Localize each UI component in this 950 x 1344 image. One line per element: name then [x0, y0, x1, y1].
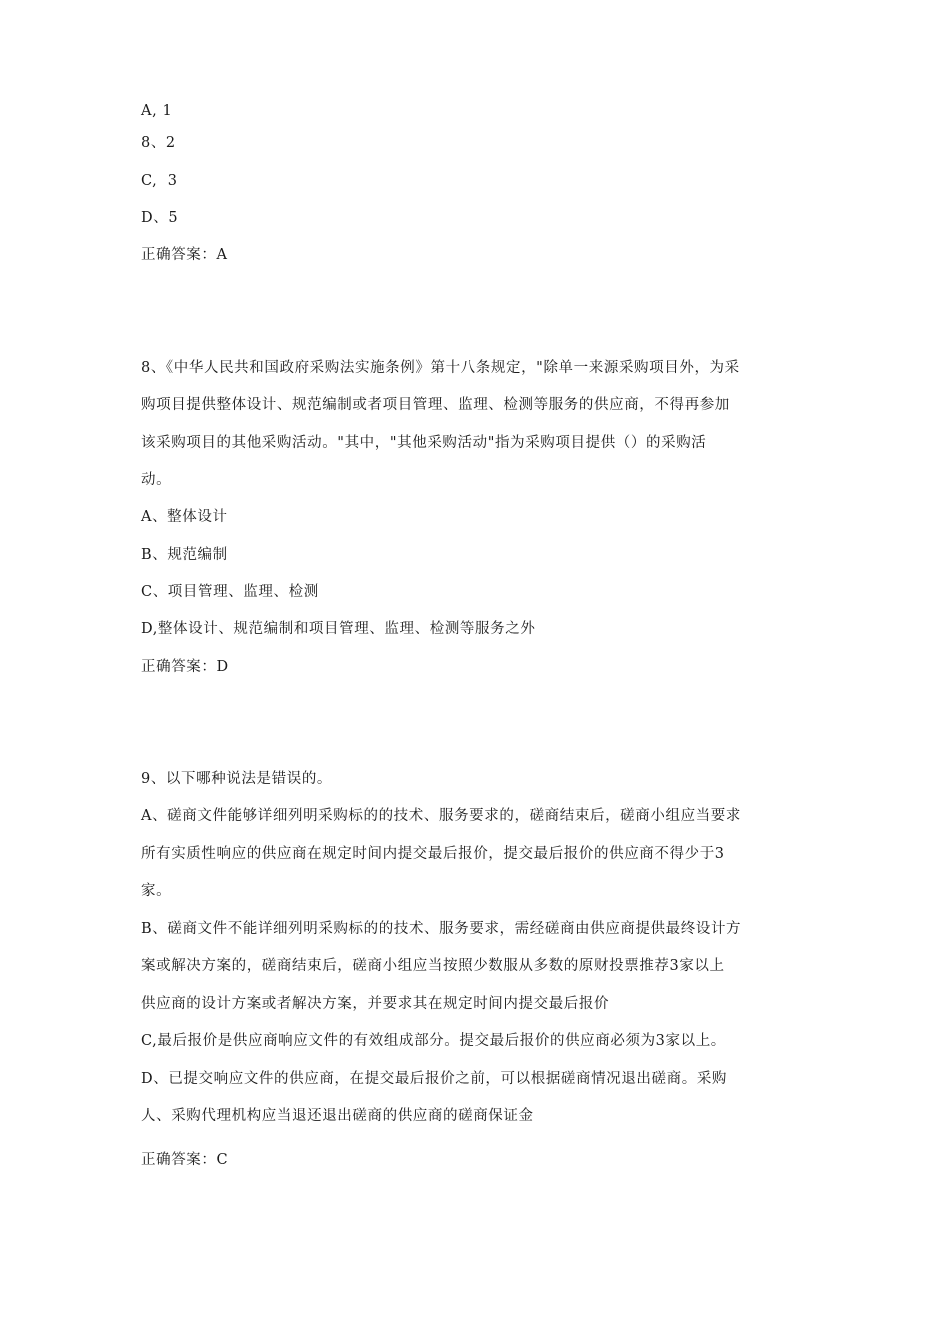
q9-option-d-line: 人、采购代理机构应当退还退出磋商的供应商的磋商保证金 [141, 1108, 534, 1124]
q8-option-c: C、项目管理、监理、检测 [141, 584, 319, 600]
q8-answer: 正确答案：D [141, 659, 229, 675]
q7-answer: 正确答案：A [141, 247, 228, 263]
q9-stem: 9、以下哪种说法是错误的。 [141, 771, 333, 787]
q9-option-b-line: B、磋商文件不能详细列明采购标的的技术、服务要求，需经磋商由供应商提供最终设计方 [141, 921, 742, 937]
q9-answer: 正确答案：C [141, 1152, 229, 1168]
q8-option-b: B、规范编制 [141, 547, 228, 563]
q7-option-a: A, 1 [141, 103, 173, 119]
q9-option-a-line: 家。 [141, 883, 172, 899]
q8-stem-line: 8、《中华人民共和国政府采购法实施条例》第十八条规定，"除单一来源采购项目外，为采 [141, 360, 740, 376]
q8-stem-line: 购项目提供整体设计、规范编制或者项目管理、监理、检测等服务的供应商，不得再参加 [141, 397, 730, 413]
q9-option-d-line: D、已提交响应文件的供应商，在提交最后报价之前，可以根据磋商情况退出磋商。采购 [141, 1071, 728, 1087]
q9-option-c: C,最后报价是供应商响应文件的有效组成部分。提交最后报价的供应商必须为3家以上。 [141, 1033, 726, 1049]
q8-stem-line: 该采购项目的其他采购活动。"其中，"其他采购活动"指为采购项目提供（）的采购活 [141, 435, 707, 451]
q9-option-a-line: A、磋商文件能够详细列明采购标的的技术、服务要求的，磋商结束后，磋商小组应当要求 [141, 808, 741, 824]
q9-option-a-line: 所有实质性响应的供应商在规定时间内提交最后报价，提交最后报价的供应商不得少于3 [141, 846, 725, 862]
q9-option-b-line: 案或解决方案的，磋商结束后，磋商小组应当按照少数服从多数的原财投票推荐3家以上 [141, 958, 725, 974]
q7-option-d: D、5 [141, 210, 179, 226]
q7-option-b: 8、2 [141, 135, 176, 151]
q8-option-a: A、整体设计 [141, 509, 228, 525]
q8-stem-line: 动。 [141, 472, 172, 488]
q7-option-c: C, 3 [141, 173, 178, 189]
q8-option-d: D,整体设计、规范编制和项目管理、监理、检测等服务之外 [141, 621, 536, 637]
q9-option-b-line: 供应商的设计方案或者解决方案，并要求其在规定时间内提交最后报价 [141, 996, 610, 1012]
